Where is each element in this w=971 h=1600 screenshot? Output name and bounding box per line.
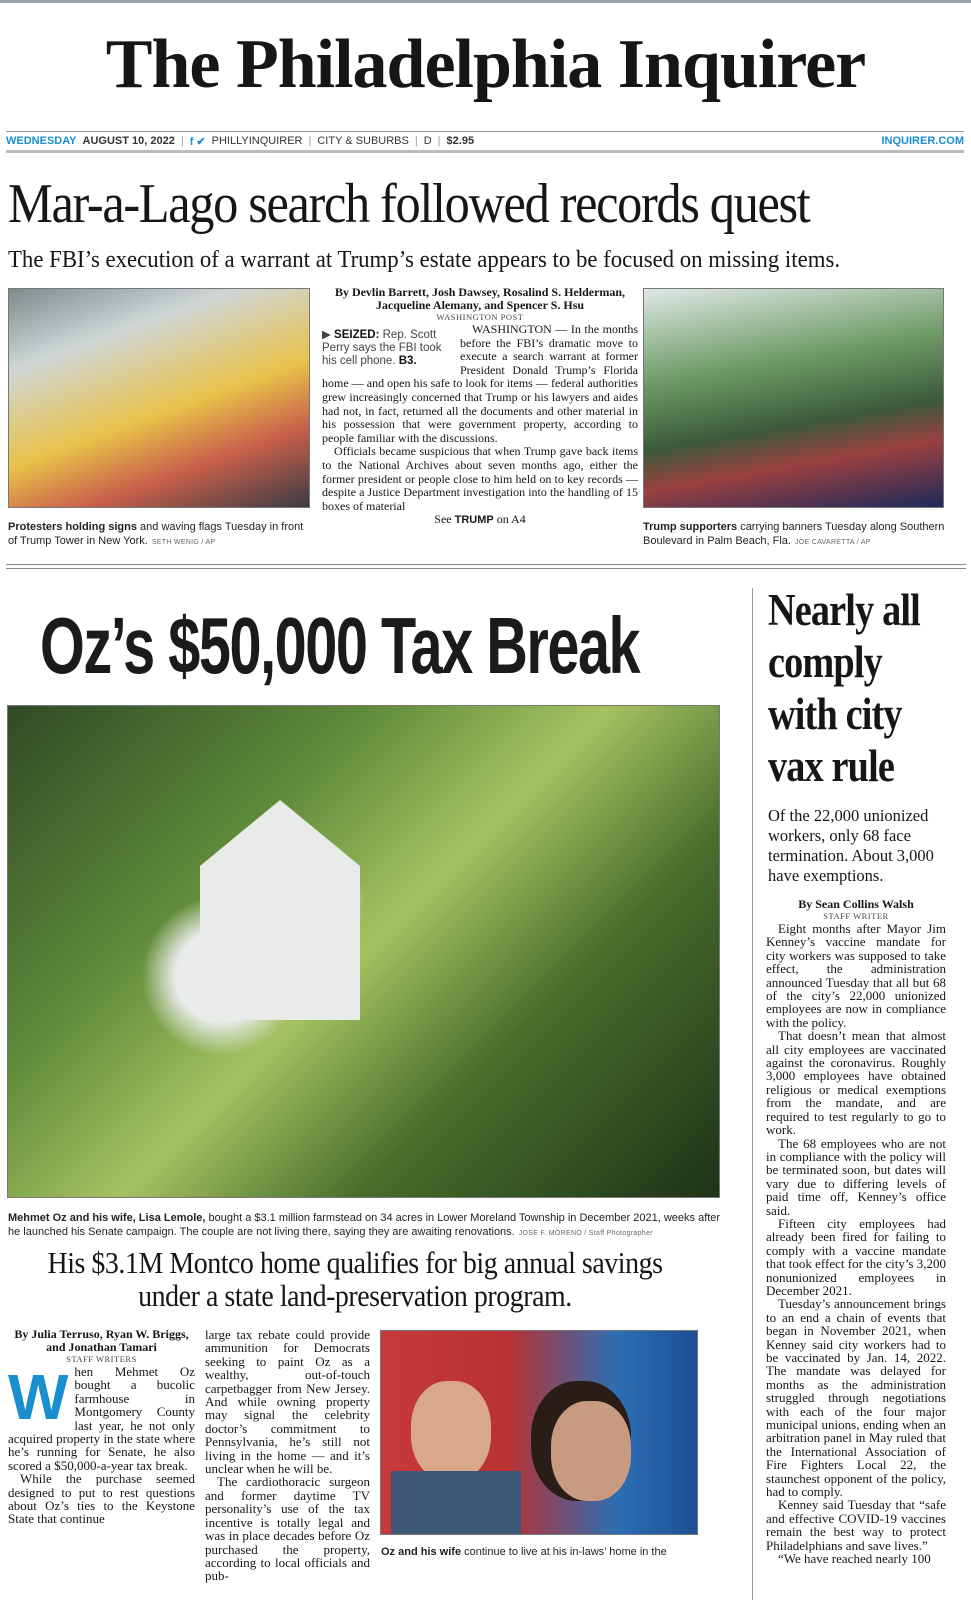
price: $2.95 xyxy=(446,135,475,147)
lead-paragraph: Officials became suspicious that when Trump gave back items to the National Archives about seven months ago, either the former president or people close to him held on to key records — despite a Justice Department investigation into the handling of 15 boxes of material xyxy=(322,444,638,513)
lead-byline: By Devlin Barrett, Josh Dawsey, Rosalind S. Helderman, Jacqueline Alemany, and Spencer S. Hsu xyxy=(334,285,626,312)
farmhouse-caption: Mehmet Oz and his wife, Lisa Lemole, bought a $3.1 million farmstead on 34 acres in Lower Moreland Township in December 2021, weeks after he launched his Senate campaign. The couple are not living there, saying they are awaiting renovations. JOSE F. MORENO / Staff Photographer xyxy=(8,1212,721,1238)
oz-article-col1 xyxy=(8,1328,195,1526)
lead-headline: Mar-a-Lago search followed records quest xyxy=(8,173,810,235)
issue-day: WEDNESDAY xyxy=(6,135,77,147)
vax-paragraph: “We have reached nearly 100 xyxy=(778,1551,931,1567)
oz-farmhouse-photo xyxy=(7,705,720,1198)
oz-article-col2 xyxy=(205,1328,370,1583)
social-icons: f ✔ xyxy=(189,135,206,148)
oz-byline: By Julia Terruso, Ryan W. Briggs, and Jonathan Tamari xyxy=(14,1327,189,1354)
vax-byline: By Sean Collins Walsh xyxy=(798,897,914,911)
oz-org: STAFF WRITERS xyxy=(66,1354,137,1364)
vax-paragraph: Kenney said Tuesday that “safe and effective COVID-19 vaccines remain the best way to protect Philadelphians and save lives.” xyxy=(766,1497,946,1553)
lead-subhead: The FBI’s execution of a warrant at Trump’s estate appears to be focused on missing items. xyxy=(8,247,841,273)
info-bar: WEDNESDAY AUGUST 10, 2022 | f ✔ PHILLYINQUIRER | CITY & SUBURBS | D | $2.95 INQUIRER.COM xyxy=(6,131,964,153)
vax-paragraph: Eight months after Mayor Jim Kenney’s vaccine mandate for city workers was supposed to take effect, the administration announced Tuesday that all but 68 of the city’s 22,000 unionized employees are now in compliance with the policy. xyxy=(766,921,946,1030)
jump-line[interactable]: See TRUMP on A4 xyxy=(434,512,526,527)
oz-paragraph: large tax rebate could provide ammunition for Democrats seeking to paint Oz as a wealthy, out-of-touch carpetbagger from New Jersey. And while owning property may signal the celebrity doctor’s commitment to Pennsylvania, he’s still not living in the home — and it’s unclear when he will be. xyxy=(205,1327,370,1477)
oz-paragraph: hen Mehmet Oz bought a bucolic farmhouse in Montgomery County last year, he not only acquired property in the state where he’s running for Senate, he also scored a $50,000-a-year tax break. xyxy=(8,1364,195,1473)
oz-wife-caption: Oz and his wife continue to live at his in-laws’ home in the xyxy=(381,1546,667,1558)
edition: CITY & SUBURBS xyxy=(317,135,409,147)
issue-date: AUGUST 10, 2022 xyxy=(82,135,175,147)
column-rule xyxy=(752,588,753,1600)
vax-org: STAFF WRITER xyxy=(823,911,889,921)
zone: D xyxy=(423,135,432,147)
section-divider xyxy=(6,564,966,569)
drop-cap: W xyxy=(8,1361,69,1433)
vax-article xyxy=(766,898,946,1566)
refer-box[interactable]: ▶ SEIZED: Rep. Scott Perry says the FBI took his cell phone. B3. xyxy=(322,329,442,367)
trump-supporters-photo xyxy=(643,288,944,508)
lead-article xyxy=(322,286,638,528)
oz-paragraph: While the purchase seemed designed to put to rest questions about Oz’s ties to the Keystone State that continue xyxy=(8,1471,195,1527)
supporters-caption: Trump supporters carrying banners Tuesday along Southern Boulevard in Palm Beach, Fla. JOE CAVARETTA / AP xyxy=(643,521,945,547)
vax-deck: Of the 22,000 unionized workers, only 68 face termination. About 3,000 have exemptions. xyxy=(768,806,934,885)
masthead-logo: The Philadelphia Inquirer xyxy=(105,26,866,103)
oz-paragraph: The cardiothoracic surgeon and former daytime TV personality’s use of the tax incentive is totally legal and was in place decades before Oz purchased the property, according to local officials and pub- xyxy=(205,1474,370,1584)
lead-paragraph: WASHINGTON — In the months before the FBI’s dramatic move to execute a search warrant at former President Donald Trump’s Florida home — and open his safe to look for items — federal authorities grew increasingly concerned that Trump or his lawyers and aides had not, in fact, returned all the documents and other material in his possession that were government property, according to people familiar with the discussions. xyxy=(322,322,638,445)
vax-paragraph: The 68 employees who are not in compliance with the policy will be terminated soon, but dates will vary due to differing levels of paid time off, Kenney’s office said. xyxy=(766,1135,946,1218)
protesters-photo xyxy=(8,288,310,508)
vax-headline: Nearly all comply with city vax rule xyxy=(768,585,920,791)
vax-paragraph: That doesn’t mean that almost all city employees are vaccinated against the coronavirus. Roughly 3,000 employees have obtained religious or medical exemptions from the mandate, and are required to test regularly to go to work. xyxy=(766,1028,946,1138)
top-rule xyxy=(0,0,971,3)
social-handle[interactable]: PHILLYINQUIRER xyxy=(211,135,303,147)
protesters-caption: Protesters holding signs and waving flags Tuesday in front of Trump Tower in New York. SETH WENIG / AP xyxy=(8,521,304,547)
vax-paragraph: Fifteen city employees had already been fired for failing to comply with a vaccine mandate that took effect for the city’s 3,200 nonunionized employees in December 2021. xyxy=(766,1215,946,1298)
oz-and-wife-photo xyxy=(380,1330,698,1535)
vax-paragraph: Tuesday’s announcement brings to an end a chain of events that began in November 2021, when Kenney said city workers had to be vaccinated by Jan. 14, 2022. The mandate was delayed for months as the administration struggled through negotiations with each of the four major municipal unions, ending when an arbitration panel in May ruled that the International Association of Fire Fighters Local 22, the staunchest opponent of the policy, had to comply. xyxy=(766,1296,946,1500)
website-link[interactable]: INQUIRER.COM xyxy=(881,135,964,147)
oz-headline: Oz’s $50,000 Tax Break xyxy=(40,601,640,690)
oz-subhead: His $3.1M Montco home qualifies for big annual savings under a state land-preservation program. xyxy=(47,1245,663,1313)
lead-org: WASHINGTON POST xyxy=(436,312,524,322)
